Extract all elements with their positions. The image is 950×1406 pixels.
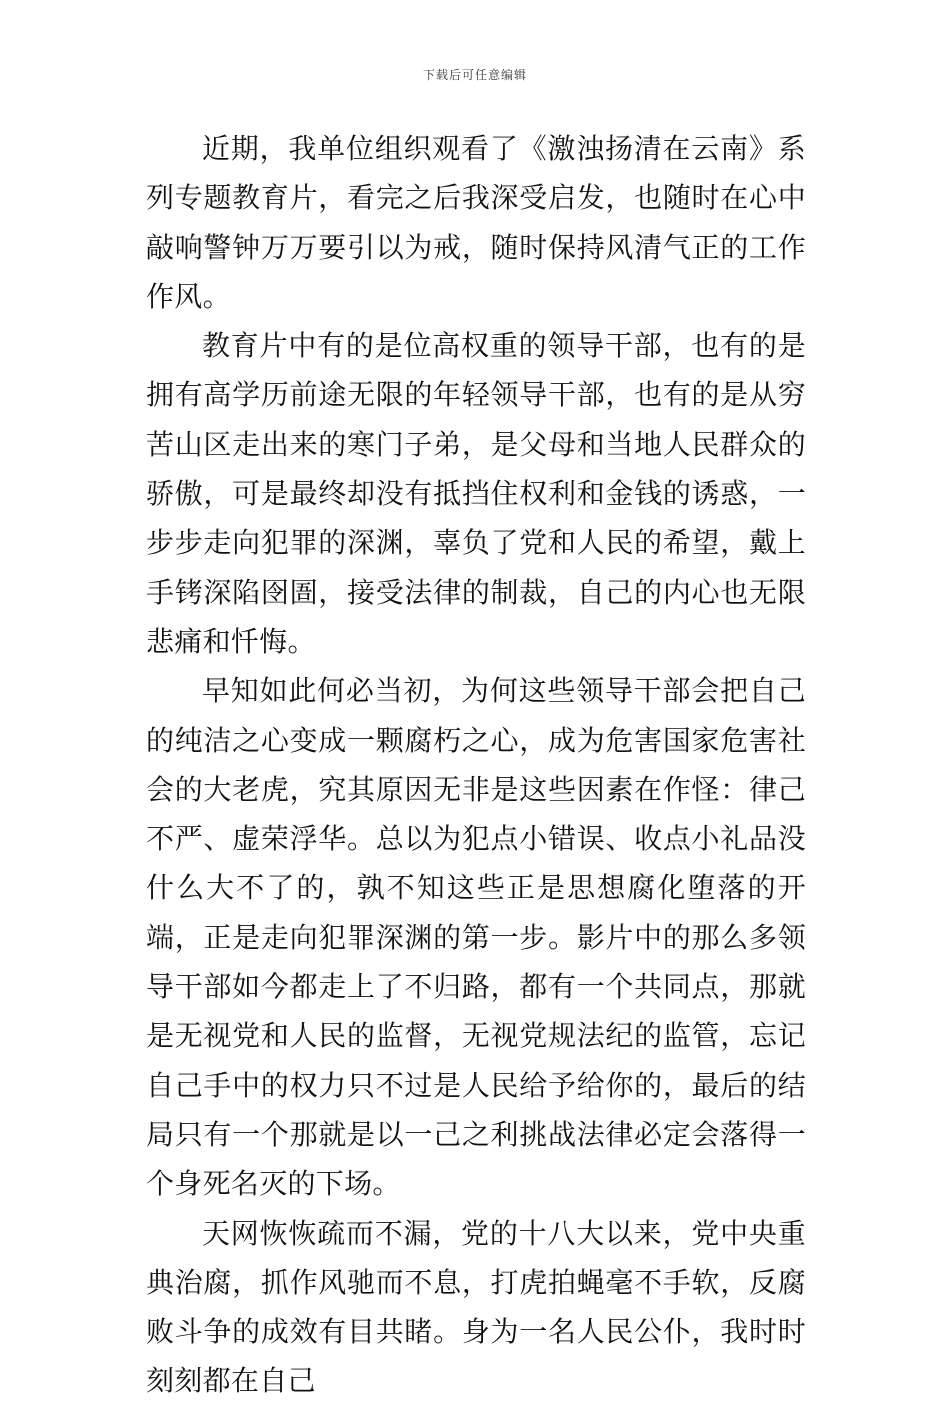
paragraph-3: 早知如此何必当初，为何这些领导干部会把自己的纯洁之心变成一颗腐朽之心，成为危害国家危害社会的大老虎，究其原因无非是这些因素在作怪：律己不严、虚荣浮华。总以为犯点小错误、收点小礼品没什么大不了的，孰不知这些正是思想腐化堕落的开端，正是走向犯罪深渊的第一步。影片中的那么多领导干部如今都走上了不归路，都有一个共同点，那就是无视党和人民的监督，无视党规法纪的监管，忘记自己手中的权力只不过是人民给予给你的，最后的结局只有一个那就是以一己之利挑战法律必定会落得一个身死名灭的下场。 <box>146 674 806 1201</box>
paragraph-2: 教育片中有的是位高权重的领导干部，也有的是拥有高学历前途无限的年轻领导干部，也有的是从穷苦山区走出来的寒门子弟，是父母和当地人民群众的骄傲，可是最终却没有抵挡住权利和金钱的诱惑，一步步走向犯罪的深渊，辜负了党和人民的希望，戴上手铐深陷囹圄，接受法律的制裁，自己的内心也无限悲痛和忏悔。 <box>146 329 806 658</box>
paragraph-4: 天网恢恢疏而不漏，党的十八大以来，党中央重典治腐，抓作风驰而不息，打虎拍蝇毫不手软，反腐败斗争的成效有目共睹。身为一名人民公仆，我时时刻刻都在自己 <box>146 1216 806 1398</box>
download-note: 下载后可任意编辑 <box>422 68 527 82</box>
paragraph-1: 近期，我单位组织观看了《激浊扬清在云南》系列专题教育片，看完之后我深受启发，也随时在心中敲响警钟万万要引以为戒，随时保持风清气正的工作作风。 <box>146 132 806 313</box>
document-body <box>146 124 806 1406</box>
